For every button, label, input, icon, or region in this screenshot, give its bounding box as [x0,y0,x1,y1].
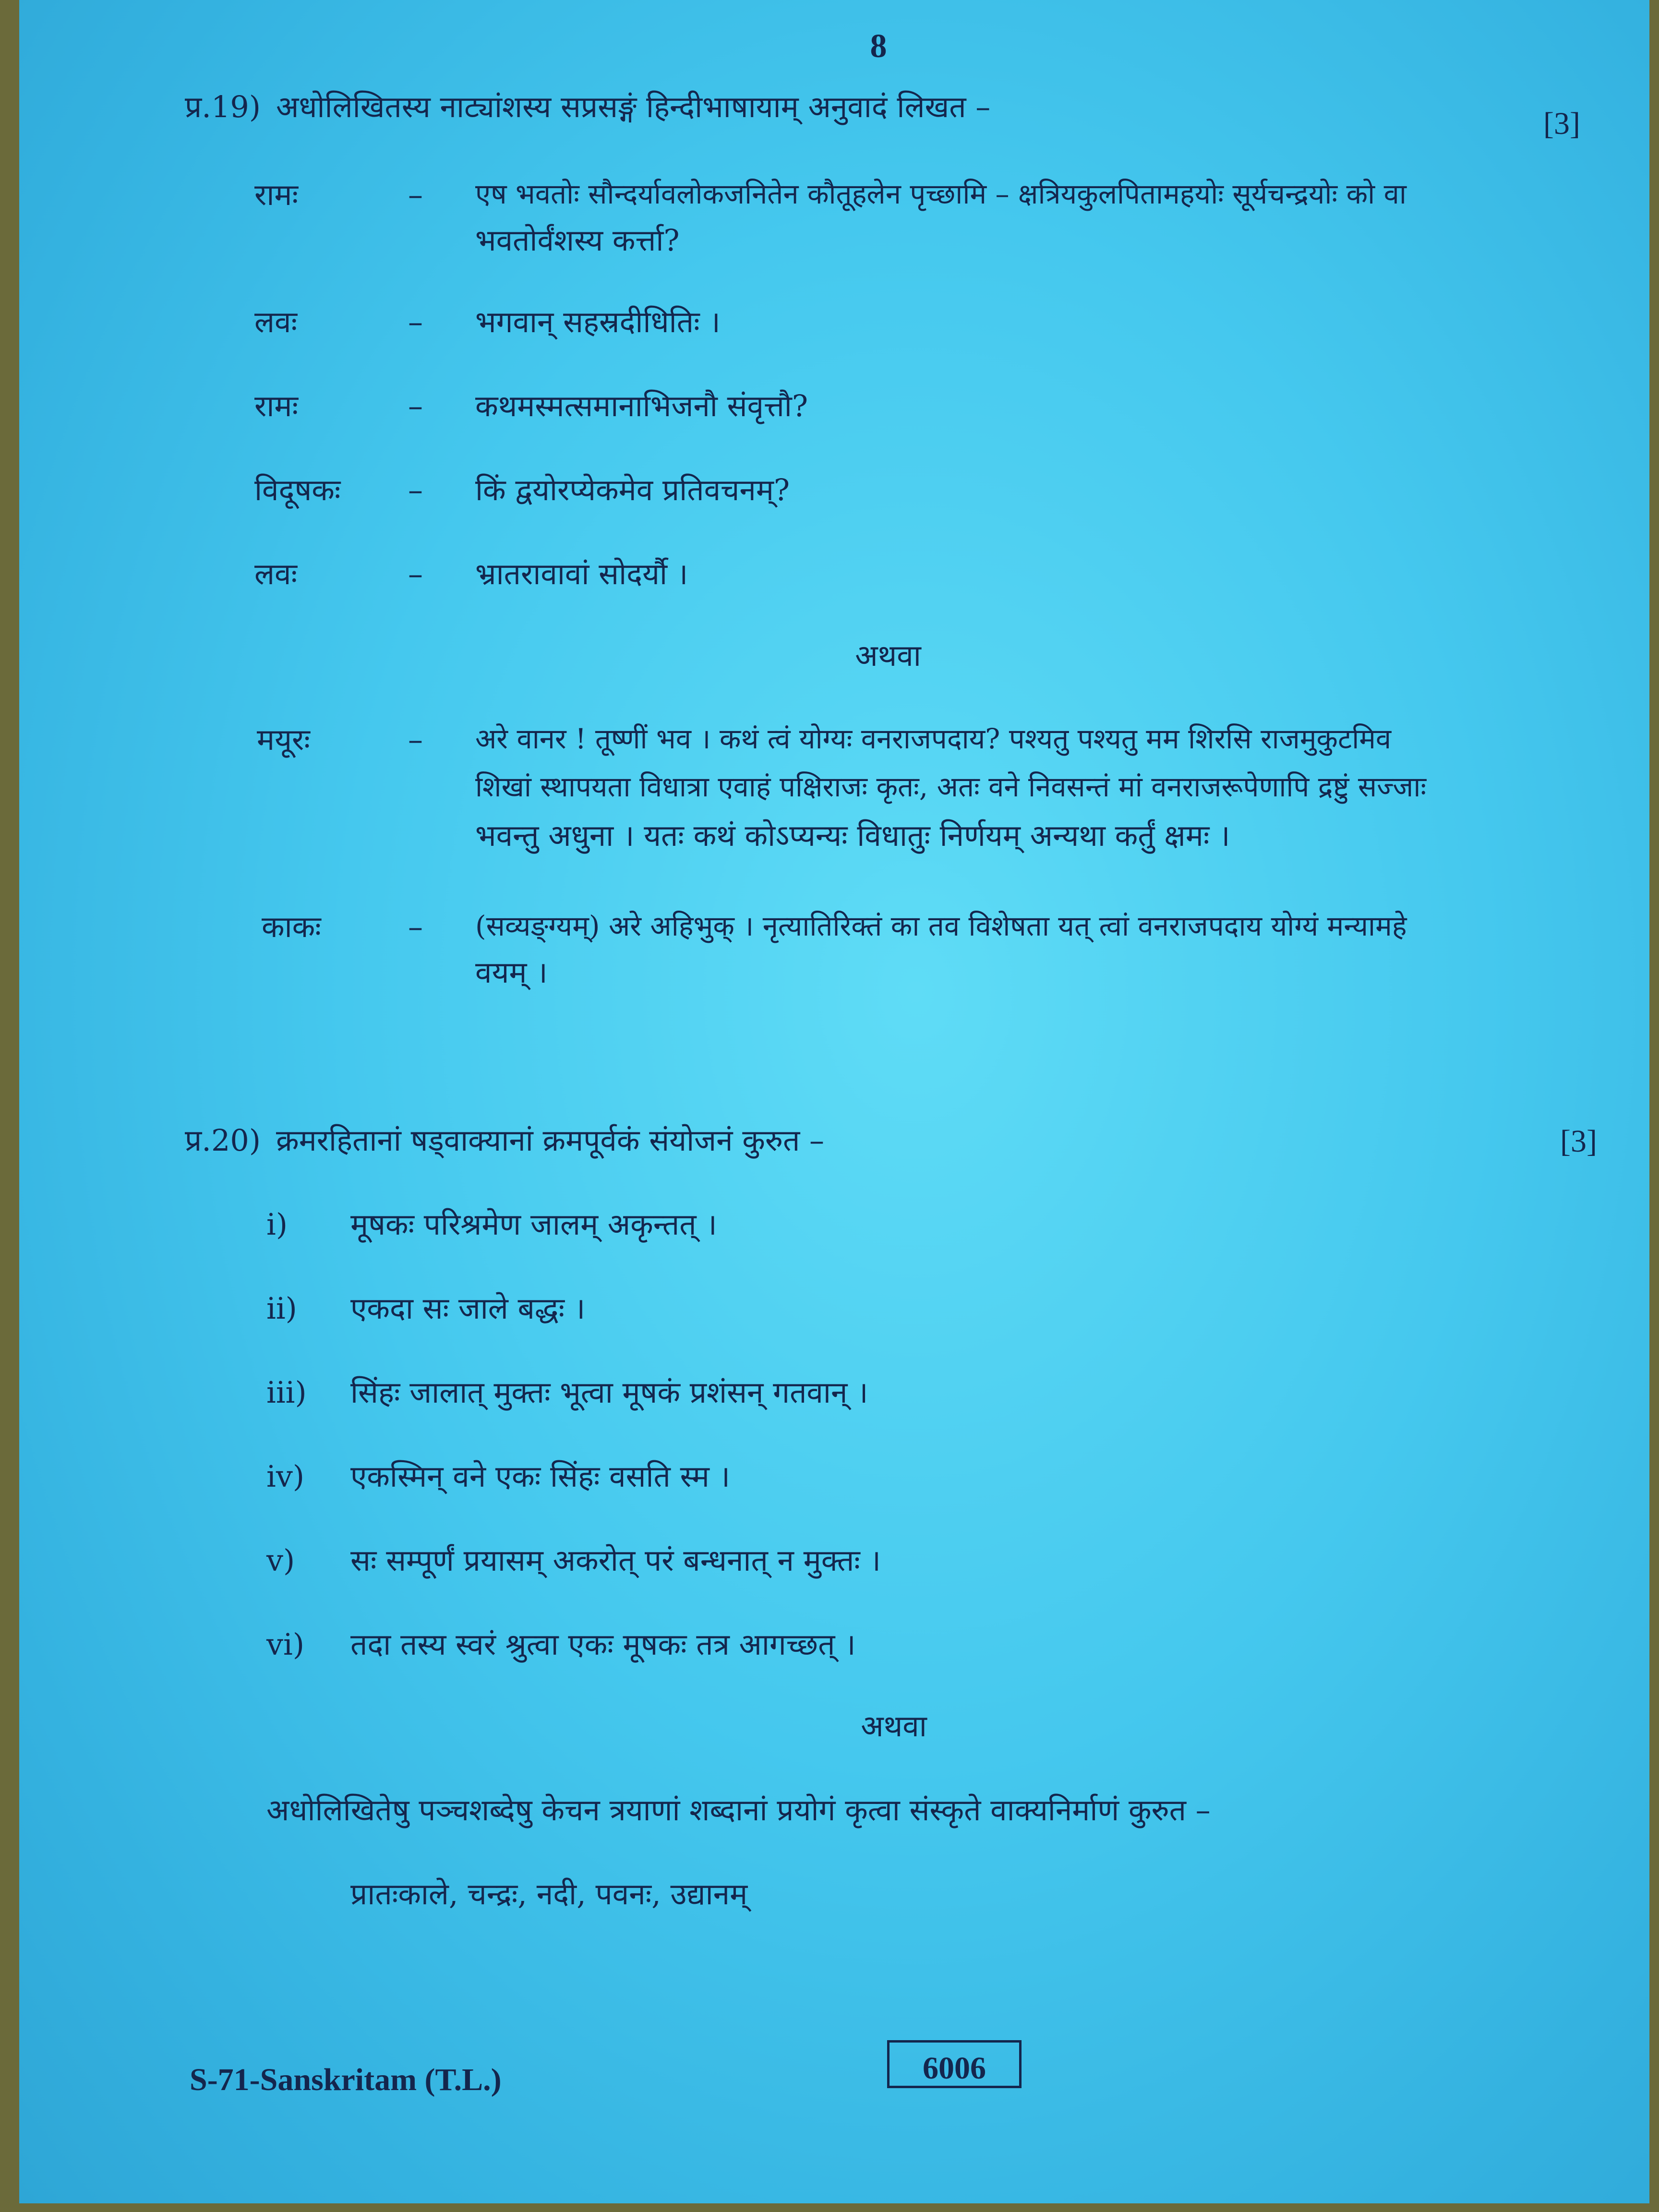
question-paper-page [19,0,1649,2203]
dialogue-line: शिखां स्थापयता विधात्रा एवाहं पक्षिराजः कृतः, अतः वने निवसन्तं मां वनराजरूपेणापि द्रष्टुं सज्जाः [475,770,1427,803]
q19-marks: [3] [1543,106,1580,141]
speaker-vidushaka: विदूषकः [254,472,341,507]
dialogue-dash: – [408,177,423,212]
dialogue-line: भ्रातरावावां सोदर्यौ । [475,556,688,591]
dialogue-line: किं द्वयोरप्येकमेव प्रतिवचनम्? [475,472,790,507]
item-text: तदा तस्य स्वरं श्रुत्वा एकः मूषकः तत्र आगच्छत् । [350,1627,856,1662]
dialogue-line: भवन्तु अधुना । यतः कथं कोऽप्यन्यः विधातुः निर्णयम् अन्यथा कर्तुं क्षमः । [475,818,1230,853]
dialogue-line: कथमस्मत्समानाभिजनौ संवृत्तौ? [475,388,808,423]
speaker-lava-2: लवः [254,556,298,591]
item-text: सिंहः जालात् मुक्तः भूत्वा मूषकं प्रशंसन् गतवान् । [350,1375,868,1410]
dialogue-dash: – [408,556,423,591]
item-number: i) [266,1207,288,1242]
item-number: iv) [266,1459,305,1494]
item-number: v) [266,1543,295,1578]
or-separator: अथवा [861,1708,927,1743]
speaker-kaka: काकः [262,909,321,944]
dialogue-line: भगवान् सहस्रदीधितिः । [475,304,721,339]
q20-marks: [3] [1560,1124,1597,1159]
dialogue-line: वयम् । [475,955,548,990]
item-number: ii) [266,1291,297,1326]
dialogue-dash: – [408,304,423,339]
dialogue-line: भवतोर्वंशस्य कर्त्ता? [475,223,680,258]
dialogue-line: अरे वानर ! तूष्णीं भव । कथं त्वं योग्यः वनराजपदाय? पश्यतु पश्यतु मम शिरसि राजमुकुटमिव [475,722,1392,755]
page-code-number: 6006 [923,2051,986,2086]
dialogue-dash: – [408,472,423,507]
item-text: सः सम्पूर्णं प्रयासम् अकरोत् परं बन्धनात् न मुक्तः । [350,1543,881,1578]
q20-alt-words: प्रातःकाले, चन्द्रः, नदी, पवनः, उद्यानम् [350,1876,748,1911]
speaker-lava-1: लवः [254,304,298,339]
q19-instruction: अधोलिखितस्य नाट्यांशस्य सप्रसङ्गं हिन्दीभाषायाम् अनुवादं लिखत – [276,89,991,124]
speaker-rama-1: रामः [254,177,299,212]
dialogue-line: (सव्यङ्ग्यम्) अरे अहिभुक् । नृत्यातिरिक्तं का तव विशेषता यत् त्वां वनराजपदाय योग्यं मन्यामहे [475,910,1407,942]
q20-number: प्र.20) [185,1123,261,1158]
dialogue-dash: – [408,388,423,423]
q19-number: प्र.19) [185,89,261,124]
or-separator: अथवा [855,638,921,673]
item-number: iii) [266,1375,307,1410]
q20-alt-instruction: अधोलिखितेषु पञ्चशब्देषु केचन त्रयाणां शब्दानां प्रयोगं कृत्वा संस्कृते वाक्यनिर्माणं कुरुत – [266,1792,1211,1827]
dialogue-dash: – [408,909,423,944]
item-text: एकदा सः जाले बद्धः । [350,1291,586,1326]
speaker-mayura: मयूरः [257,722,310,757]
dialogue-line: एष भवतोः सौन्दर्यावलोकजनितेन कौतूहलेन पृच्छामि – क्षत्रियकुलपितामहयोः सूर्यचन्द्रयोः को वा [475,178,1407,210]
paper-code: S-71-Sanskritam (T.L.) [190,2062,502,2097]
dialogue-dash: – [408,722,423,757]
item-text: मूषकः परिश्रमेण जालम् अकृन्तत् । [350,1207,717,1242]
speaker-rama-2: रामः [254,388,299,423]
item-number: vi) [266,1627,305,1662]
page-number: 8 [870,28,887,65]
q20-instruction: क्रमरहितानां षड्वाक्यानां क्रमपूर्वकं संयोजनं कुरुत – [276,1123,825,1158]
item-text: एकस्मिन् वने एकः सिंहः वसति स्म । [350,1459,731,1494]
page-code-box [887,2040,1022,2088]
